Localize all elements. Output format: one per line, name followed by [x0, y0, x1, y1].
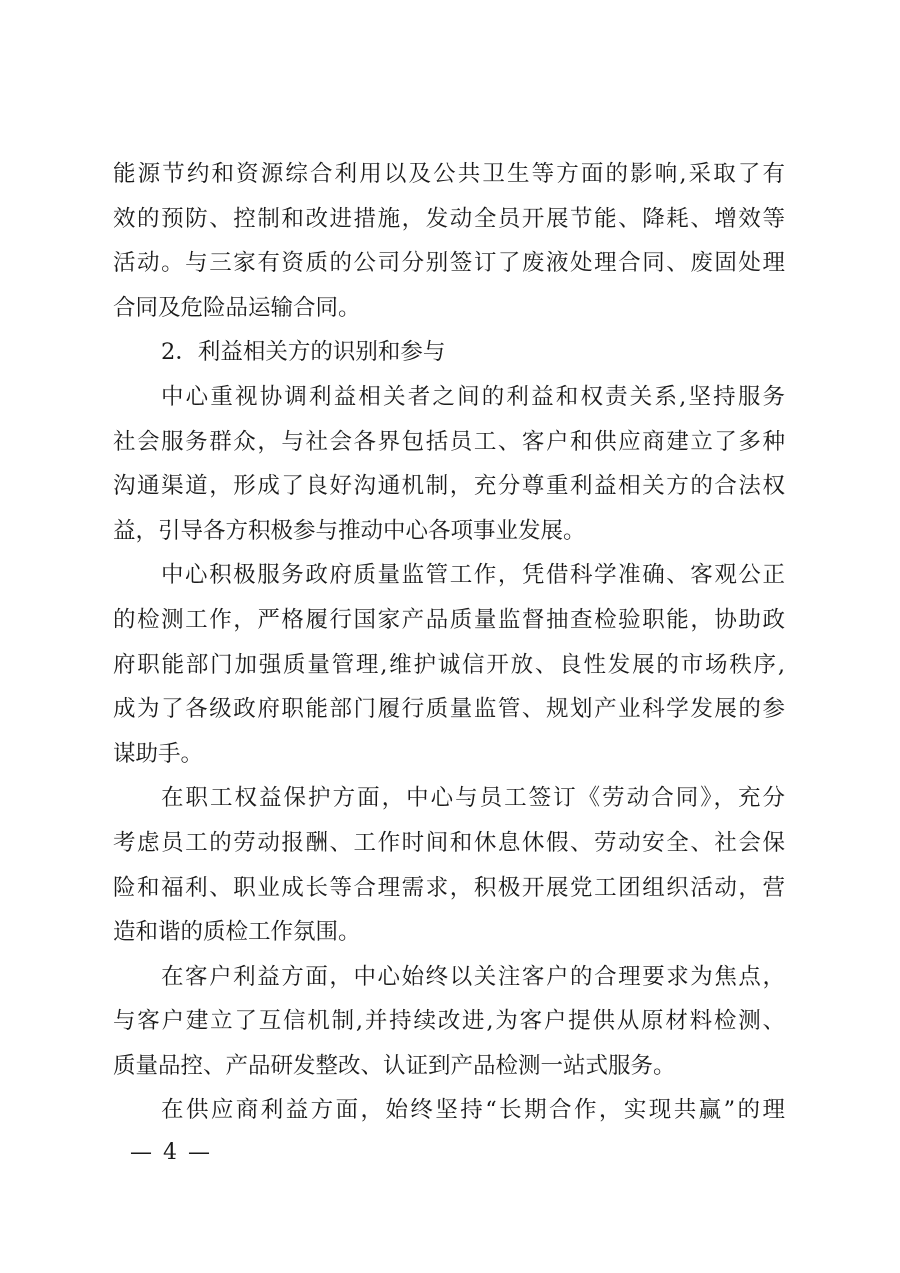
text-line: 考虑员工的劳动报酬、工作时间和休息休假、劳动安全、社会保: [113, 829, 785, 856]
text-line: 造和谐的质检工作氛围。: [113, 919, 361, 946]
text-line: 2．利益相关方的识别和参与: [161, 339, 446, 366]
body-text: [113, 152, 785, 1133]
text-line: 中心重视协调利益相关者之间的利益和权责关系,坚持服务: [161, 383, 785, 410]
text-line: 险和福利、职业成长等合理需求，积极开展党工团组织活动，营: [113, 874, 785, 901]
text-line: 质量品控、产品研发整改、认证到产品检测一站式服务。: [113, 1052, 676, 1079]
text-line: 在职工权益保护方面，中心与员工签订《劳动合同》，充分: [161, 785, 785, 812]
text-line: 府职能部门加强质量管理,维护诚信开放、良性发展的市场秩序,: [113, 651, 785, 678]
text-line: 能源节约和资源综合利用以及公共卫生等方面的影响,采取了有: [113, 161, 785, 187]
text-line: 在供应商利益方面，始终坚持“长期合作，实现共赢”的理: [161, 1097, 785, 1124]
text-line: 益，引导各方积极参与推动中心各项事业发展。: [113, 517, 586, 544]
text-line: 成为了各级政府职能部门履行质量监管、规划产业科学发展的参: [113, 696, 785, 723]
text-line: 效的预防、控制和改进措施，发动全员开展节能、降耗、增效等: [113, 205, 785, 232]
text-line: 与客户建立了互信机制,并持续改进,为客户提供从原材料检测、: [113, 1008, 785, 1035]
text-line: 合同及危险品运输合同。: [113, 294, 361, 321]
page-number: — 4 —: [130, 1140, 212, 1165]
text-line: 中心积极服务政府质量监管工作，凭借科学准确、客观公正: [161, 562, 785, 589]
text-line: 沟通渠道，形成了良好沟通机制，充分尊重利益相关方的合法权: [113, 473, 785, 500]
text-line: 在客户利益方面，中心始终以关注客户的合理要求为焦点，: [161, 963, 785, 990]
text-line: 谋助手。: [113, 740, 204, 767]
text-line: 的检测工作，严格履行国家产品质量监督抽查检验职能，协助政: [113, 606, 785, 633]
text-line: 社会服务群众，与社会各界包括员工、客户和供应商建立了多种: [113, 428, 785, 455]
text-line: 活动。与三家有资质的公司分别签订了废液处理合同、废固处理: [113, 250, 785, 277]
